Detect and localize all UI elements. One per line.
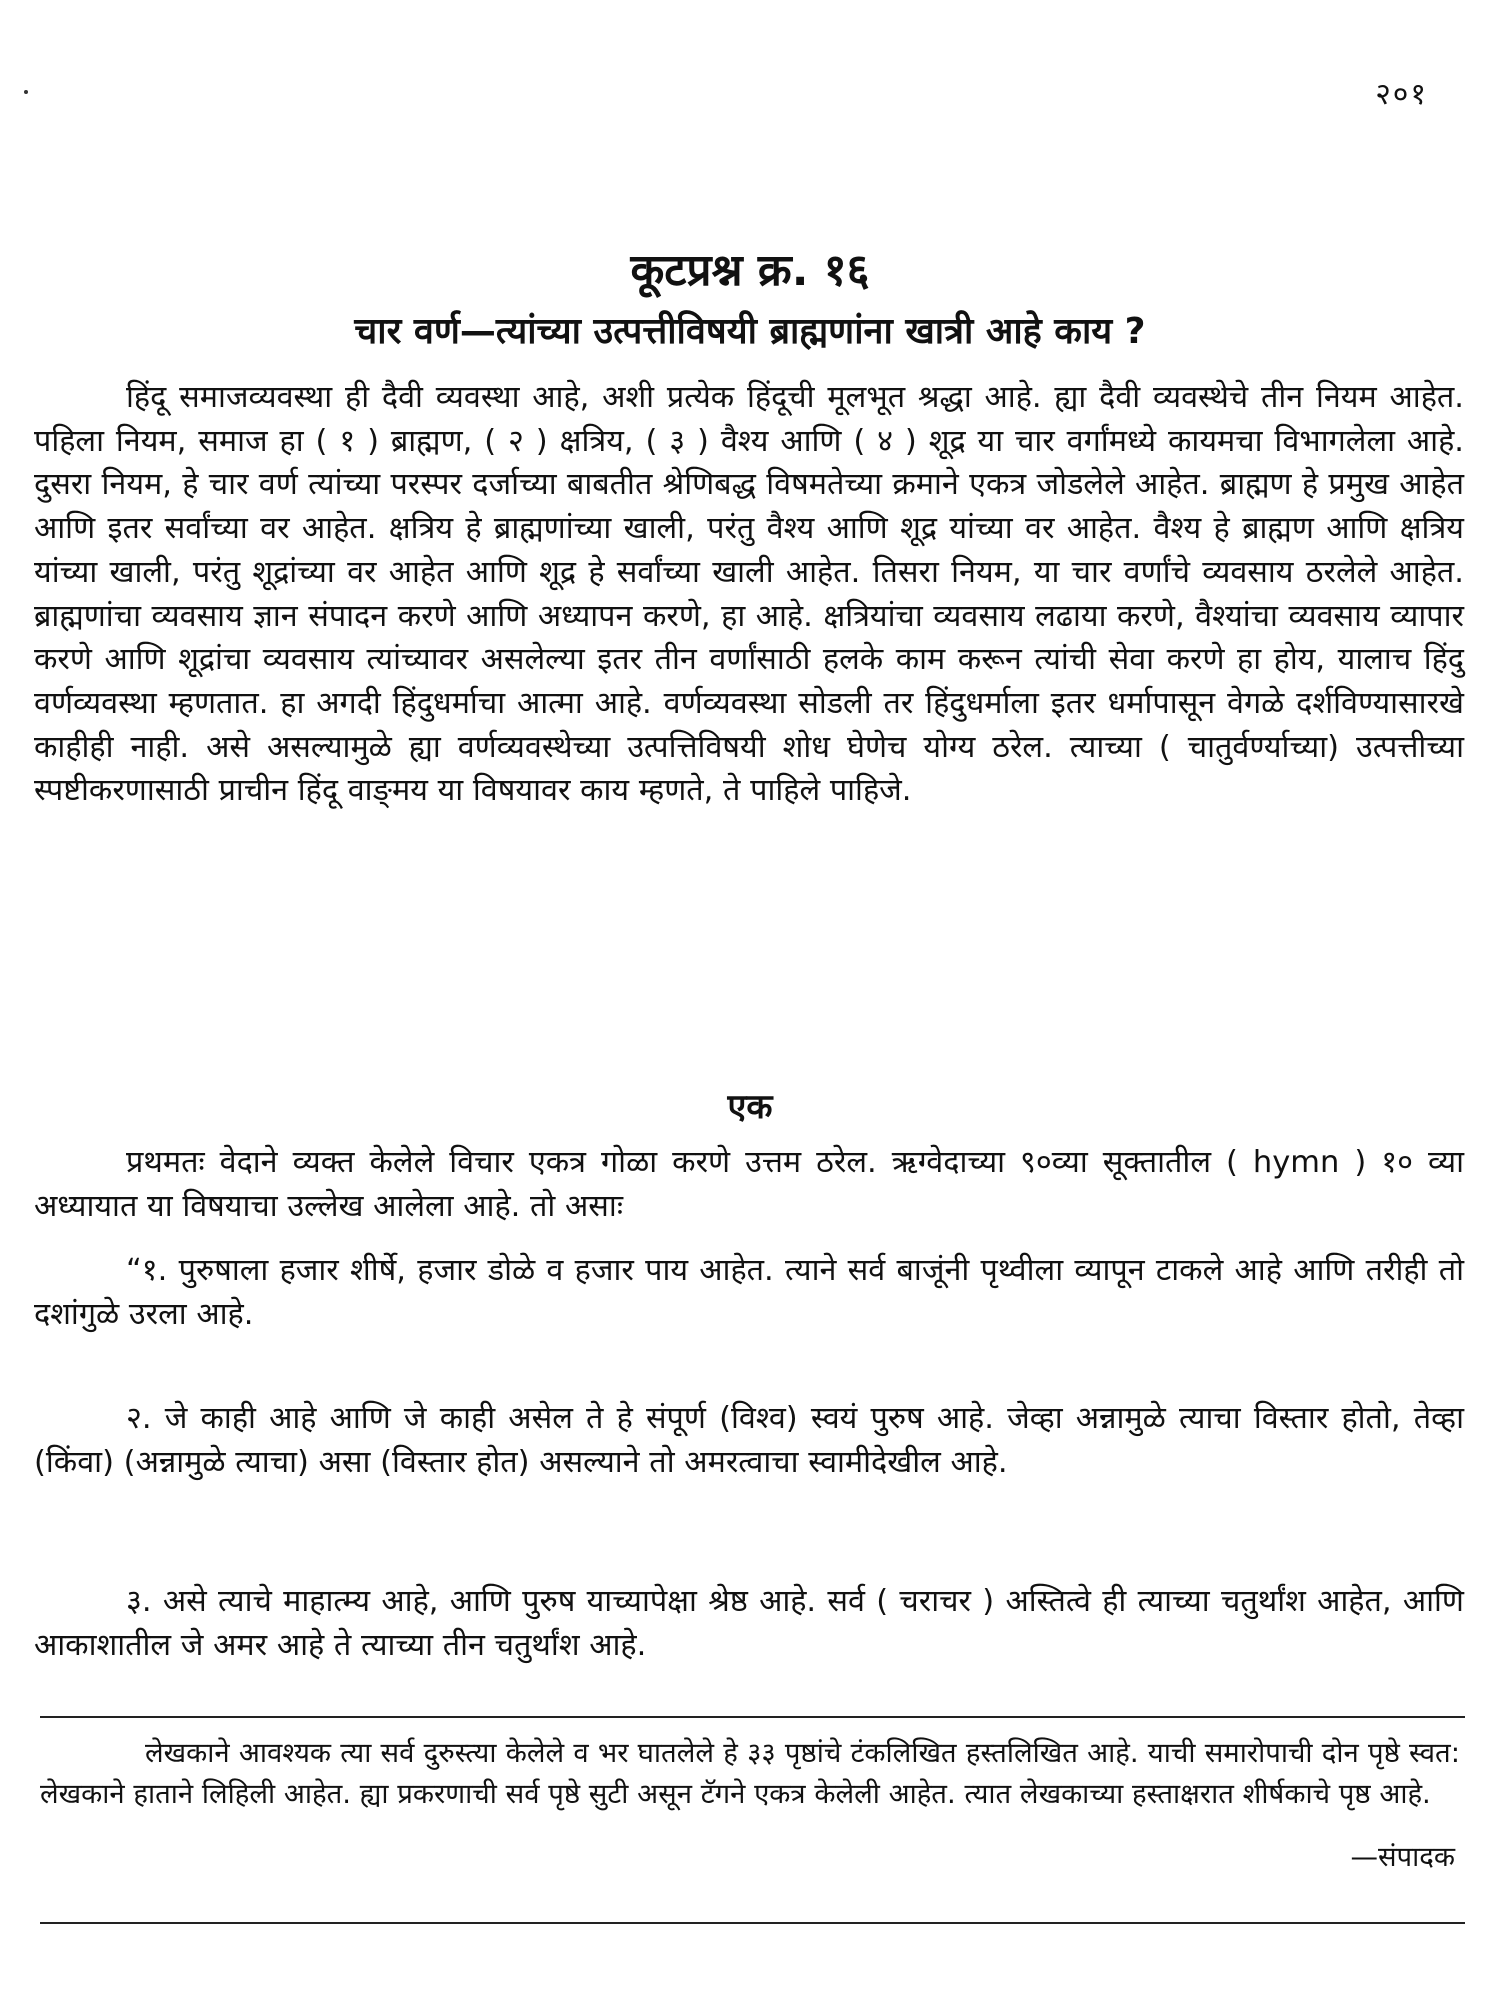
verse-3: ३. असे त्याचे माहात्म्य आहे, आणि पुरुष याच्यापेक्षा श्रेष्ठ आहे. सर्व ( चराचर ) अस्तित्वे ही त्याच्या चतुर्थांश आहेत, आणि आकाशातील जे अमर आहे ते त्याच्या तीन चतुर्थांश आहे. bbox=[34, 1584, 1464, 1663]
intro-paragraph: हिंदू समाजव्यवस्था ही दैवी व्यवस्था आहे, अशी प्रत्येक हिंदूची मूलभूत श्रद्धा आहे. ह्या दैवी व्यवस्थेचे तीन नियम आहेत. पहिला नियम, समाज हा ( १ ) ब्राह्मण, ( २ ) क्षत्रिय, ( ३ ) वैश्य आणि ( ४ ) शूद्र या चार वर्गांमध्ये कायमचा विभागलेला आहे. दुसरा नियम, हे चार वर्ण त्यांच्या परस्पर दर्जाच्या बाबतीत श्रेणिबद्ध विषमतेच्या क्रमाने एकत्र जोडलेले आहेत. ब्राह्मण हे प्रमुख आहेत आणि इतर सर्वांच्या वर आहेत. क्षत्रिय हे ब्राह्मणांच्या खाली, परंतु वैश्य आणि शूद्र यांच्या वर आहेत. वैश्य हे ब्राह्मण आणि क्षत्रिय यांच्या खाली, परंतु शूद्रांच्या वर आहेत आणि शूद्र हे सर्वांच्या खाली आहेत. तिसरा नियम, या चार वर्णांचे व्यवसाय ठरलेले आहेत. ब्राह्मणांचा व्यवसाय ज्ञान संपादन करणे आणि अध्यापन करणे, हा आहे. क्षत्रियांचा व्यवसाय लढाया करणे, वैश्यांचा व्यवसाय व्यापार करणे आणि शूद्रांचा व्यवसाय त्यांच्यावर असलेल्या इतर तीन वर्णांसाठी हलके काम करून त्यांची सेवा करणे हा होय, यालाच हिंदु वर्णव्यवस्था म्हणतात. हा अगदी हिंदुधर्माचा आत्मा आहे. वर्णव्यवस्था सोडली तर हिंदुधर्माला इतर धर्मापासून वेगळे दर्शविण्यासारखे काहीही नाही. असे असल्यामुळे ह्या वर्णव्यवस्थेच्या उत्पत्तिविषयी शोध घेणेच योग्य ठरेल. त्याच्या ( चातुर्वर्ण्याच्या) उत्पत्तीच्या स्पष्टीकरणासाठी प्राचीन हिंदू वाङ्‌मय या विषयावर काय म्हणते, ते पाहिले पाहिजे. bbox=[34, 380, 1464, 809]
footnote-top-rule bbox=[40, 1716, 1465, 1718]
section-heading: एक bbox=[727, 1087, 773, 1127]
veda-paragraph: प्रथमतः वेदाने व्यक्त केलेले विचार एकत्र गोळा करणे उत्तम ठरेल. ऋग्वेदाच्या ९०व्या सूक्तातील ( hymn ) १० व्या अध्यायात या विषयाचा उल्लेख आलेला आहे. तो असाः bbox=[34, 1145, 1464, 1224]
page-number: २०१ bbox=[1375, 77, 1428, 112]
verse-2: २. जे काही आहे आणि जे काही असेल ते हे संपूर्ण (विश्व) स्वयं पुरुष आहे. जेव्हा अन्नामुळे त्याचा विस्तार होतो, तेव्हा (किंवा) (अन्नामुळे त्याचा) असा (विस्तार होत) असल्याने तो अमरत्वाचा स्वामीदेखील आहे. bbox=[34, 1401, 1464, 1480]
chapter-subtitle: चार वर्ण—त्यांच्या उत्पत्तीविषयी ब्राह्मणांना खात्री आहे काय ? bbox=[354, 311, 1146, 352]
verse-1: “१. पुरुषाला हजार शीर्षे, हजार डोळे व हजार पाय आहेत. त्याने सर्व बाजूंनी पृथ्वीला व्यापून टाकले आहे आणि तरीही तो दशांगुळे उरला आहे. bbox=[34, 1253, 1464, 1332]
editor-footnote: लेखकाने आवश्यक त्या सर्व दुरुस्त्या केलेले व भर घातलेले हे ३३ पृष्ठांचे टंकलिखित हस्तलिखित आहे. याची समारोपाची दोन पृष्ठे स्वत: लेखकाने हाताने लिहिली आहेत. ह्या प्रकरणाची सर्व पृष्ठे सुटी असून टॅगने एकत्र केलेली आहेत. त्यात लेखकाच्या हस्ताक्षरात शीर्षकाचे पृष्ठ आहे. bbox=[40, 1737, 1460, 1810]
footnote-bottom-rule bbox=[40, 1922, 1465, 1924]
footnote-signature: —संपादक bbox=[1350, 1841, 1455, 1873]
scan-speck bbox=[24, 90, 28, 94]
chapter-title: कूटप्रश्न क्र. १६ bbox=[630, 245, 870, 296]
